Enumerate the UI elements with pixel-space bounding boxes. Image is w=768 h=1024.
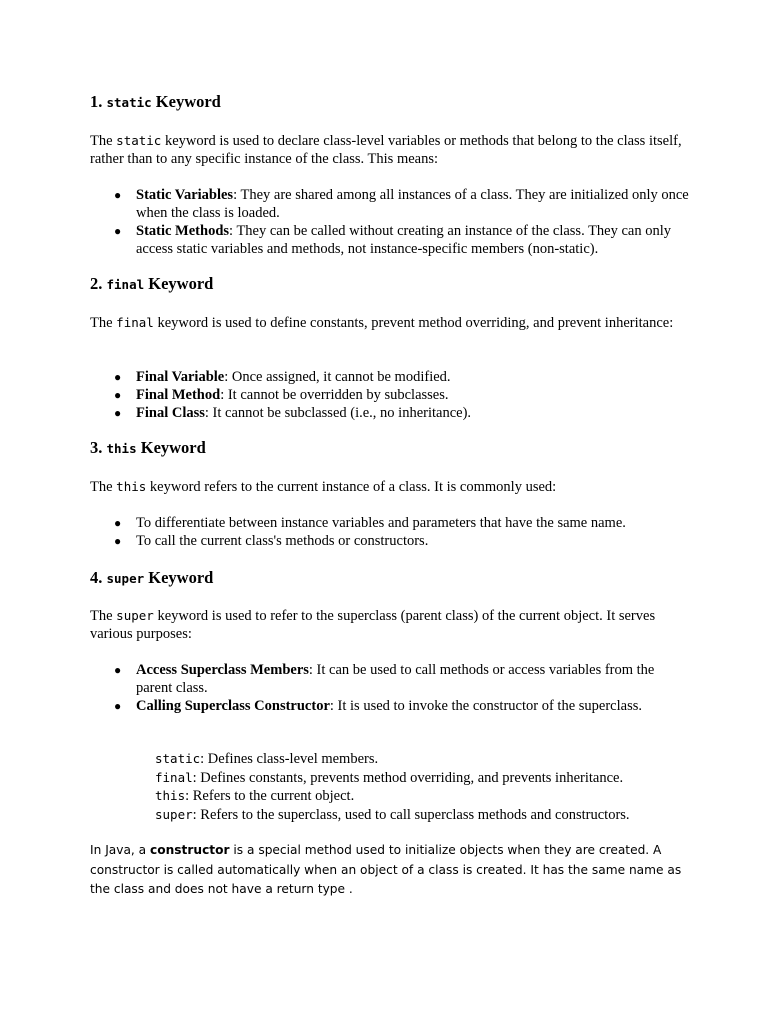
heading-keyword: final — [106, 277, 145, 292]
list-item — [90, 661, 690, 697]
list-item — [90, 532, 690, 550]
list-text: : They are shared among all instances of a class. They are initialized only once when the class is loaded. — [136, 187, 689, 221]
section-number: 4. — [90, 568, 103, 587]
section-intro-final — [90, 314, 690, 332]
intro-keyword: super — [116, 608, 154, 623]
list-item — [90, 697, 690, 715]
list-term: Static Methods — [136, 223, 230, 239]
summary-item — [155, 787, 715, 806]
intro-pre: The — [90, 479, 113, 495]
list-text: : It cannot be subclassed (i.e., no inheritance). — [204, 405, 472, 421]
section-number: 3. — [90, 438, 103, 457]
bullet-icon: ● — [114, 388, 122, 402]
list-text: To differentiate between instance variables and parameters that have the same name. — [136, 515, 626, 531]
intro-post: keyword is used to define constants, prevent method overriding, and prevent inheritance: — [157, 315, 674, 331]
summary-text: : Refers to the superclass, used to call superclass methods and constructors. — [192, 806, 630, 823]
intro-pre: The — [90, 133, 113, 149]
bullet-icon: ● — [114, 224, 122, 238]
list-text: To call the current class's methods or constructors. — [136, 533, 429, 549]
bullet-icon: ● — [114, 516, 122, 530]
summary-item — [155, 806, 715, 825]
summary-item — [155, 750, 715, 769]
bullet-icon: ● — [114, 188, 122, 202]
heading-suffix: Keyword — [155, 92, 221, 111]
summary-keyword: this — [155, 788, 186, 803]
list-text: : It is used to invoke the constructor of the superclass. — [329, 698, 642, 714]
super-list — [90, 661, 690, 715]
intro-post: keyword is used to refer to the superclass (parent class) of the current object. It serves various purposes: — [90, 608, 656, 642]
summary-keyword: super — [155, 806, 193, 822]
keyword-summary — [155, 750, 715, 824]
intro-post: keyword refers to the current instance of a class. It is commonly used: — [149, 479, 557, 495]
summary-text: : Defines class-level members. — [200, 751, 379, 767]
list-text: : It can be used to call methods or access variables from the parent class. — [136, 662, 655, 696]
summary-keyword: final — [155, 769, 193, 785]
summary-text: : Defines constants, prevents method overriding, and prevents inheritance. — [192, 769, 624, 786]
bullet-icon: ● — [114, 370, 122, 384]
heading-keyword: this — [106, 441, 137, 456]
list-term: Calling Superclass Constructor — [136, 698, 330, 714]
list-text: : They can be called without creating an instance of the class. They can only access static variables and methods, not instance-specific members (non-static). — [136, 223, 672, 257]
final-list — [90, 368, 690, 422]
list-term: Final Variable — [136, 369, 225, 385]
summary-text: : Refers to the current object. — [185, 788, 355, 804]
bullet-icon: ● — [114, 663, 122, 677]
section-heading-this — [90, 438, 206, 458]
list-item — [90, 186, 690, 222]
heading-suffix: Keyword — [148, 274, 214, 293]
summary-keyword: static — [155, 751, 201, 766]
section-heading-static — [90, 92, 221, 112]
this-list — [90, 514, 690, 550]
list-term: Access Superclass Members — [136, 662, 309, 678]
intro-keyword: final — [116, 315, 154, 330]
list-text: : It cannot be overridden by subclasses. — [220, 387, 449, 403]
heading-suffix: Keyword — [148, 568, 214, 587]
bullet-icon: ● — [114, 406, 122, 420]
section-heading-final — [90, 274, 213, 294]
intro-keyword: static — [116, 133, 162, 148]
static-list — [90, 186, 690, 258]
constructor-note — [90, 841, 690, 900]
list-item — [90, 386, 690, 404]
heading-keyword: static — [106, 95, 152, 110]
list-item — [90, 514, 690, 532]
section-intro-static — [90, 132, 690, 168]
section-intro-this — [90, 478, 690, 496]
intro-keyword: this — [116, 479, 147, 494]
bullet-icon: ● — [114, 699, 122, 713]
list-text: : Once assigned, it cannot be modified. — [224, 369, 451, 385]
intro-post: keyword is used to declare class-level variables or methods that belong to the class itself, rather than to any specific instance of the class. This means: — [90, 133, 682, 167]
section-number: 2. — [90, 274, 103, 293]
heading-suffix: Keyword — [140, 438, 206, 457]
intro-pre: The — [90, 315, 113, 331]
heading-keyword: super — [106, 571, 145, 586]
list-item — [90, 222, 690, 258]
intro-pre: The — [90, 608, 113, 624]
summary-item — [155, 769, 715, 788]
section-number: 1. — [90, 92, 103, 111]
bullet-icon: ● — [114, 534, 122, 548]
note-term: constructor — [150, 843, 230, 857]
section-heading-super — [90, 568, 213, 588]
list-item — [90, 404, 690, 422]
note-pre: In Java, a — [90, 843, 147, 857]
note-post: is a special method used to initialize objects when they are created. A constructor is called automatically when an object of a class is created. It has the same name as the class and does not have a return type . — [90, 843, 682, 896]
section-intro-super — [90, 607, 690, 643]
list-item — [90, 368, 690, 386]
list-term: Static Variables — [136, 187, 234, 203]
list-term: Final Method — [136, 387, 221, 403]
list-term: Final Class — [136, 405, 205, 421]
